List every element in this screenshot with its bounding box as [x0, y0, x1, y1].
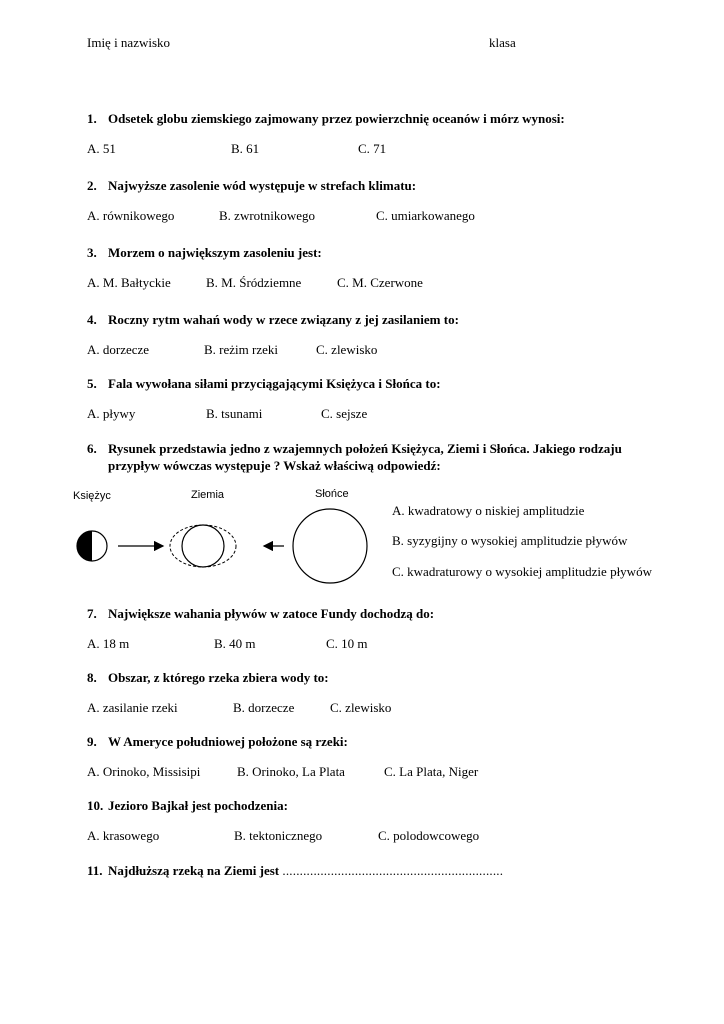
- q6-answer-b[interactable]: B. syzygijny o wysokiej amplitudzie pływów: [392, 533, 628, 548]
- q5-answer-c[interactable]: C. sejsze: [321, 406, 368, 421]
- question-6: 6. Rysunek przedstawia jedno z wzajemnych położeń Księżyca, Ziemi i Słońca. Jakiego rodzaju: [87, 441, 622, 456]
- q6-answer-c[interactable]: C. kwadraturowy o wysokiej amplitudzie pływów: [392, 564, 652, 579]
- earth-label: Ziemia: [191, 489, 225, 501]
- question-6-line2: przypływ wówczas występuje ? Wskaż właściwą odpowiedź:: [108, 458, 441, 473]
- q7-answer-b[interactable]: B. 40 m: [214, 636, 256, 651]
- earth-icon: [170, 525, 236, 567]
- sun-label: Słońce: [315, 488, 349, 500]
- sun-icon: [293, 509, 367, 583]
- name-label: Imię i nazwisko: [87, 35, 171, 50]
- moon-earth-sun-figure: [66, 481, 386, 591]
- q10-answer-c[interactable]: C. polodowcowego: [378, 828, 480, 843]
- q6-answer-a[interactable]: A. kwadratowy o niskiej amplitudzie: [392, 503, 585, 518]
- question-10: 10. Jezioro Bajkał jest pochodzenia:: [87, 798, 288, 813]
- question-3: 3. Morzem o największym zasoleniu jest:: [87, 245, 322, 260]
- q2-answer-c[interactable]: C. umiarkowanego: [376, 208, 475, 223]
- q2-answer-b[interactable]: B. zwrotnikowego: [219, 208, 316, 223]
- q5-answer-a[interactable]: A. pływy: [87, 406, 136, 421]
- q3-answer-a[interactable]: A. M. Bałtyckie: [87, 275, 171, 290]
- moon-icon: [77, 531, 107, 561]
- q3-answer-b[interactable]: B. M. Śródziemne: [206, 275, 302, 290]
- q4-answer-c[interactable]: C. zlewisko: [316, 342, 378, 357]
- q9-answer-c[interactable]: C. La Plata, Niger: [384, 764, 479, 779]
- question-1: 1. Odsetek globu ziemskiego zajmowany przez powierzchnię oceanów i mórz wynosi:: [87, 111, 565, 126]
- q2-answer-a[interactable]: A. równikowego: [87, 208, 175, 223]
- q1-answer-c[interactable]: C. 71: [358, 141, 387, 156]
- q1-answer-b[interactable]: B. 61: [231, 141, 260, 156]
- q9-answer-a[interactable]: A. Orinoko, Missisipi: [87, 764, 201, 779]
- question-11: 11. Najdłuższą rzeką na Ziemi jest ................................................................: [87, 863, 504, 878]
- question-9: 9. W Ameryce południowej położone są rzeki:: [87, 734, 348, 749]
- q4-answer-b[interactable]: B. reżim rzeki: [204, 342, 278, 357]
- question-2: 2. Najwyższe zasolenie wód występuje w strefach klimatu:: [87, 178, 417, 193]
- question-8: 8. Obszar, z którego rzeka zbiera wody to:: [87, 670, 329, 685]
- q8-answer-a[interactable]: A. zasilanie rzeki: [87, 700, 178, 715]
- moon-label: Księżyc: [73, 490, 111, 502]
- q3-answer-c[interactable]: C. M. Czerwone: [337, 275, 423, 290]
- q10-answer-a[interactable]: A. krasowego: [87, 828, 160, 843]
- q9-answer-b[interactable]: B. Orinoko, La Plata: [237, 764, 345, 779]
- q1-answer-a[interactable]: A. 51: [87, 141, 116, 156]
- q7-answer-c[interactable]: C. 10 m: [326, 636, 368, 651]
- class-label: klasa: [489, 35, 516, 50]
- q7-answer-a[interactable]: A. 18 m: [87, 636, 130, 651]
- question-5: 5. Fala wywołana siłami przyciągającymi Księżyca i Słońca to:: [87, 376, 441, 391]
- question-4: 4. Roczny rytm wahań wody w rzece związany z jej zasilaniem to:: [87, 312, 459, 327]
- q4-answer-a[interactable]: A. dorzecze: [87, 342, 150, 357]
- question-7: 7. Największe wahania pływów w zatoce Fundy dochodzą do:: [87, 606, 435, 621]
- q8-answer-c[interactable]: C. zlewisko: [330, 700, 392, 715]
- q5-answer-b[interactable]: B. tsunami: [206, 406, 263, 421]
- q8-answer-b[interactable]: B. dorzecze: [233, 700, 295, 715]
- answer-blank[interactable]: ................................................................: [282, 863, 504, 878]
- q10-answer-b[interactable]: B. tektonicznego: [234, 828, 323, 843]
